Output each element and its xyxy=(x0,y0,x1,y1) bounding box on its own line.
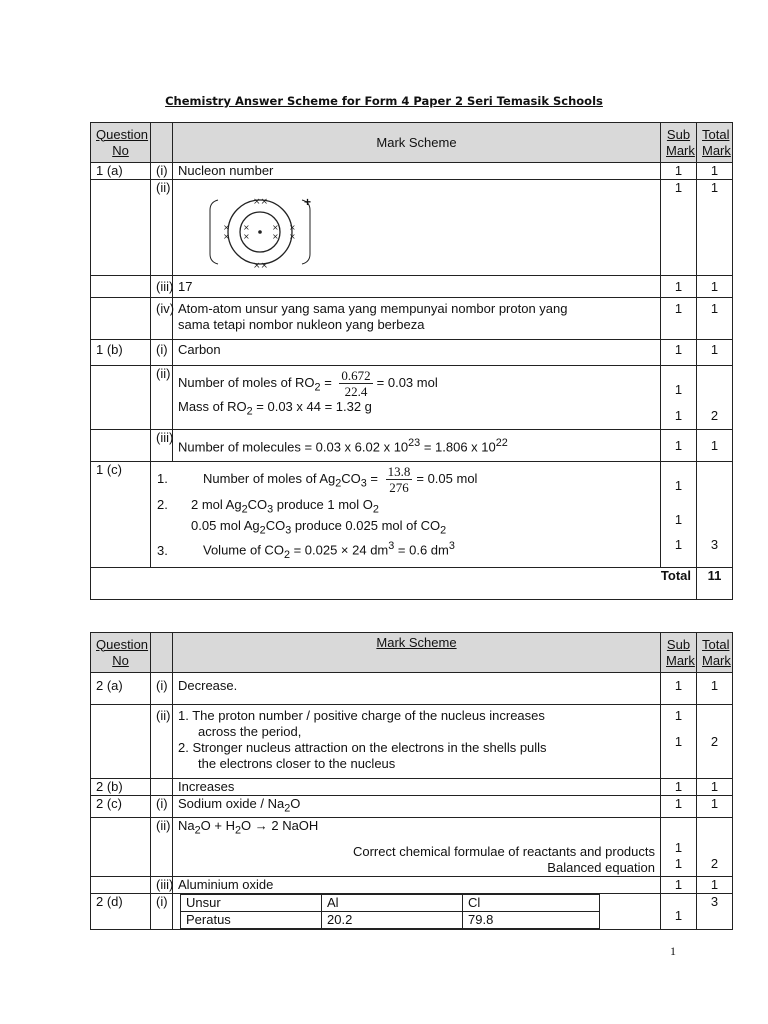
table-header xyxy=(91,123,733,163)
question-label: 1 (a) xyxy=(91,163,151,180)
header-question-no: Question No xyxy=(91,633,151,673)
table-row: 2 (d) (i) Unsur Al Cl Peratus 20.2 79.8 1 3 xyxy=(91,894,733,930)
svg-text:×: × xyxy=(243,223,250,232)
table-row: (iii) Number of molecules = 0.03 x 6.02 x $10^{23} = 1.806$ x $10^{22}$ 1 1 xyxy=(91,430,733,462)
mark-scheme-table-q2 xyxy=(90,632,733,930)
table-row: 2 (c) (i) Sodium oxide / $Na_2O$ 1 1 xyxy=(91,796,733,818)
svg-text:×: × xyxy=(243,232,250,241)
header-total-mark: Total Mark xyxy=(697,633,733,673)
table-row: 1 (a) (i) Nucleon number 1 1 xyxy=(91,163,733,180)
mark-scheme-table-q1 xyxy=(90,122,733,600)
question-label: 2 (a) xyxy=(91,673,151,705)
fraction: $\frac{0.672}{22.4}$ xyxy=(341,368,371,399)
total-row xyxy=(91,568,733,600)
svg-text:×: × xyxy=(272,223,279,232)
svg-text:××: ×× xyxy=(253,197,269,207)
header-question-no: Question No xyxy=(91,123,151,163)
header-mark-scheme: Mark Scheme xyxy=(173,633,661,673)
table-row: (ii) ×× ×× × × × × × × × × + 1 1 xyxy=(91,180,733,276)
question-label: 2 (d) xyxy=(91,894,151,930)
table-header xyxy=(91,633,733,673)
page-number: 1 xyxy=(670,944,676,958)
fraction: $\frac{13.8}{276}$ xyxy=(387,464,411,495)
table-row: (ii) Number of moles of $RO_2$ = $\frac{0.672}{22.4}$ = 0.03 mol Mass of $RO_2 = 0.03$ x 44 = 1.32 g 1 1 2 xyxy=(91,366,733,430)
total-label: Total xyxy=(91,568,697,600)
document-title: Chemistry Answer Scheme for Form 4 Paper 2 Seri Temasik Schools xyxy=(165,94,603,108)
table-row: (ii) $Na_2O + H_2O \to 2$ NaOH Correct chemical formulae of reactants and products Balanced equation 1 1 2 xyxy=(91,817,733,877)
table-row: (iii) Aluminium oxide 1 1 xyxy=(91,877,733,894)
svg-text:×: × xyxy=(272,232,279,241)
table-row: (ii) 1. The proton number / positive charge of the nucleus increases across the period, 2. Stronger nucleus attraction on the electrons in the shells pulls the electrons closer to the nucleus 1 1 2 xyxy=(91,705,733,779)
header-sub-mark: Sub Mark xyxy=(661,123,697,163)
table-row: 1 (b) (i) Carbon 1 1 xyxy=(91,340,733,366)
table-row: (iii) 17 1 1 xyxy=(91,276,733,298)
header-total-mark: Total Mark xyxy=(697,123,733,163)
table-row: (iv) Atom-atom unsur yang sama yang mempunyai nombor proton yang sama tetapi nombor nukleon yang berbeza 1 1 xyxy=(91,298,733,340)
svg-text:×: × xyxy=(223,232,230,241)
header-sub-mark: Sub Mark xyxy=(661,633,697,673)
question-label: 1 (b) xyxy=(91,340,151,366)
element-percentage-table: Unsur Al Cl Peratus 20.2 79.8 xyxy=(180,894,600,929)
total-value: 11 xyxy=(697,568,733,600)
svg-text:××: ×× xyxy=(253,261,269,271)
svg-text:×: × xyxy=(223,223,230,232)
question-label: 1 (c) xyxy=(91,462,151,568)
header-mark-scheme: Mark Scheme xyxy=(173,123,661,163)
table-row: 2 (b) Increases 1 1 xyxy=(91,779,733,796)
table-row: 2 (a) (i) Decrease. 1 1 xyxy=(91,673,733,705)
question-label: 2 (b) xyxy=(91,779,151,796)
svg-text:×: × xyxy=(289,223,296,232)
question-label: 2 (c) xyxy=(91,796,151,818)
charge-sign: + xyxy=(304,195,312,209)
table-row: 1 (c) 1. Number of moles of $Ag_2CO_3$ = $\frac{13.8}{276}$ = 0.05 mol 2. 2 mol $Ag_2CO_3$ produce 1 mol $O_2$ 0.05 mol $Ag_2CO_3$ produce 0.025 mol of $CO_2$ 3. Volume of $CO_2 = 0.025 \times 24$ $dm^3 = 0.6$ $dm^3$ 1 1 1 3 xyxy=(91,462,733,568)
svg-text:×: × xyxy=(289,232,296,241)
